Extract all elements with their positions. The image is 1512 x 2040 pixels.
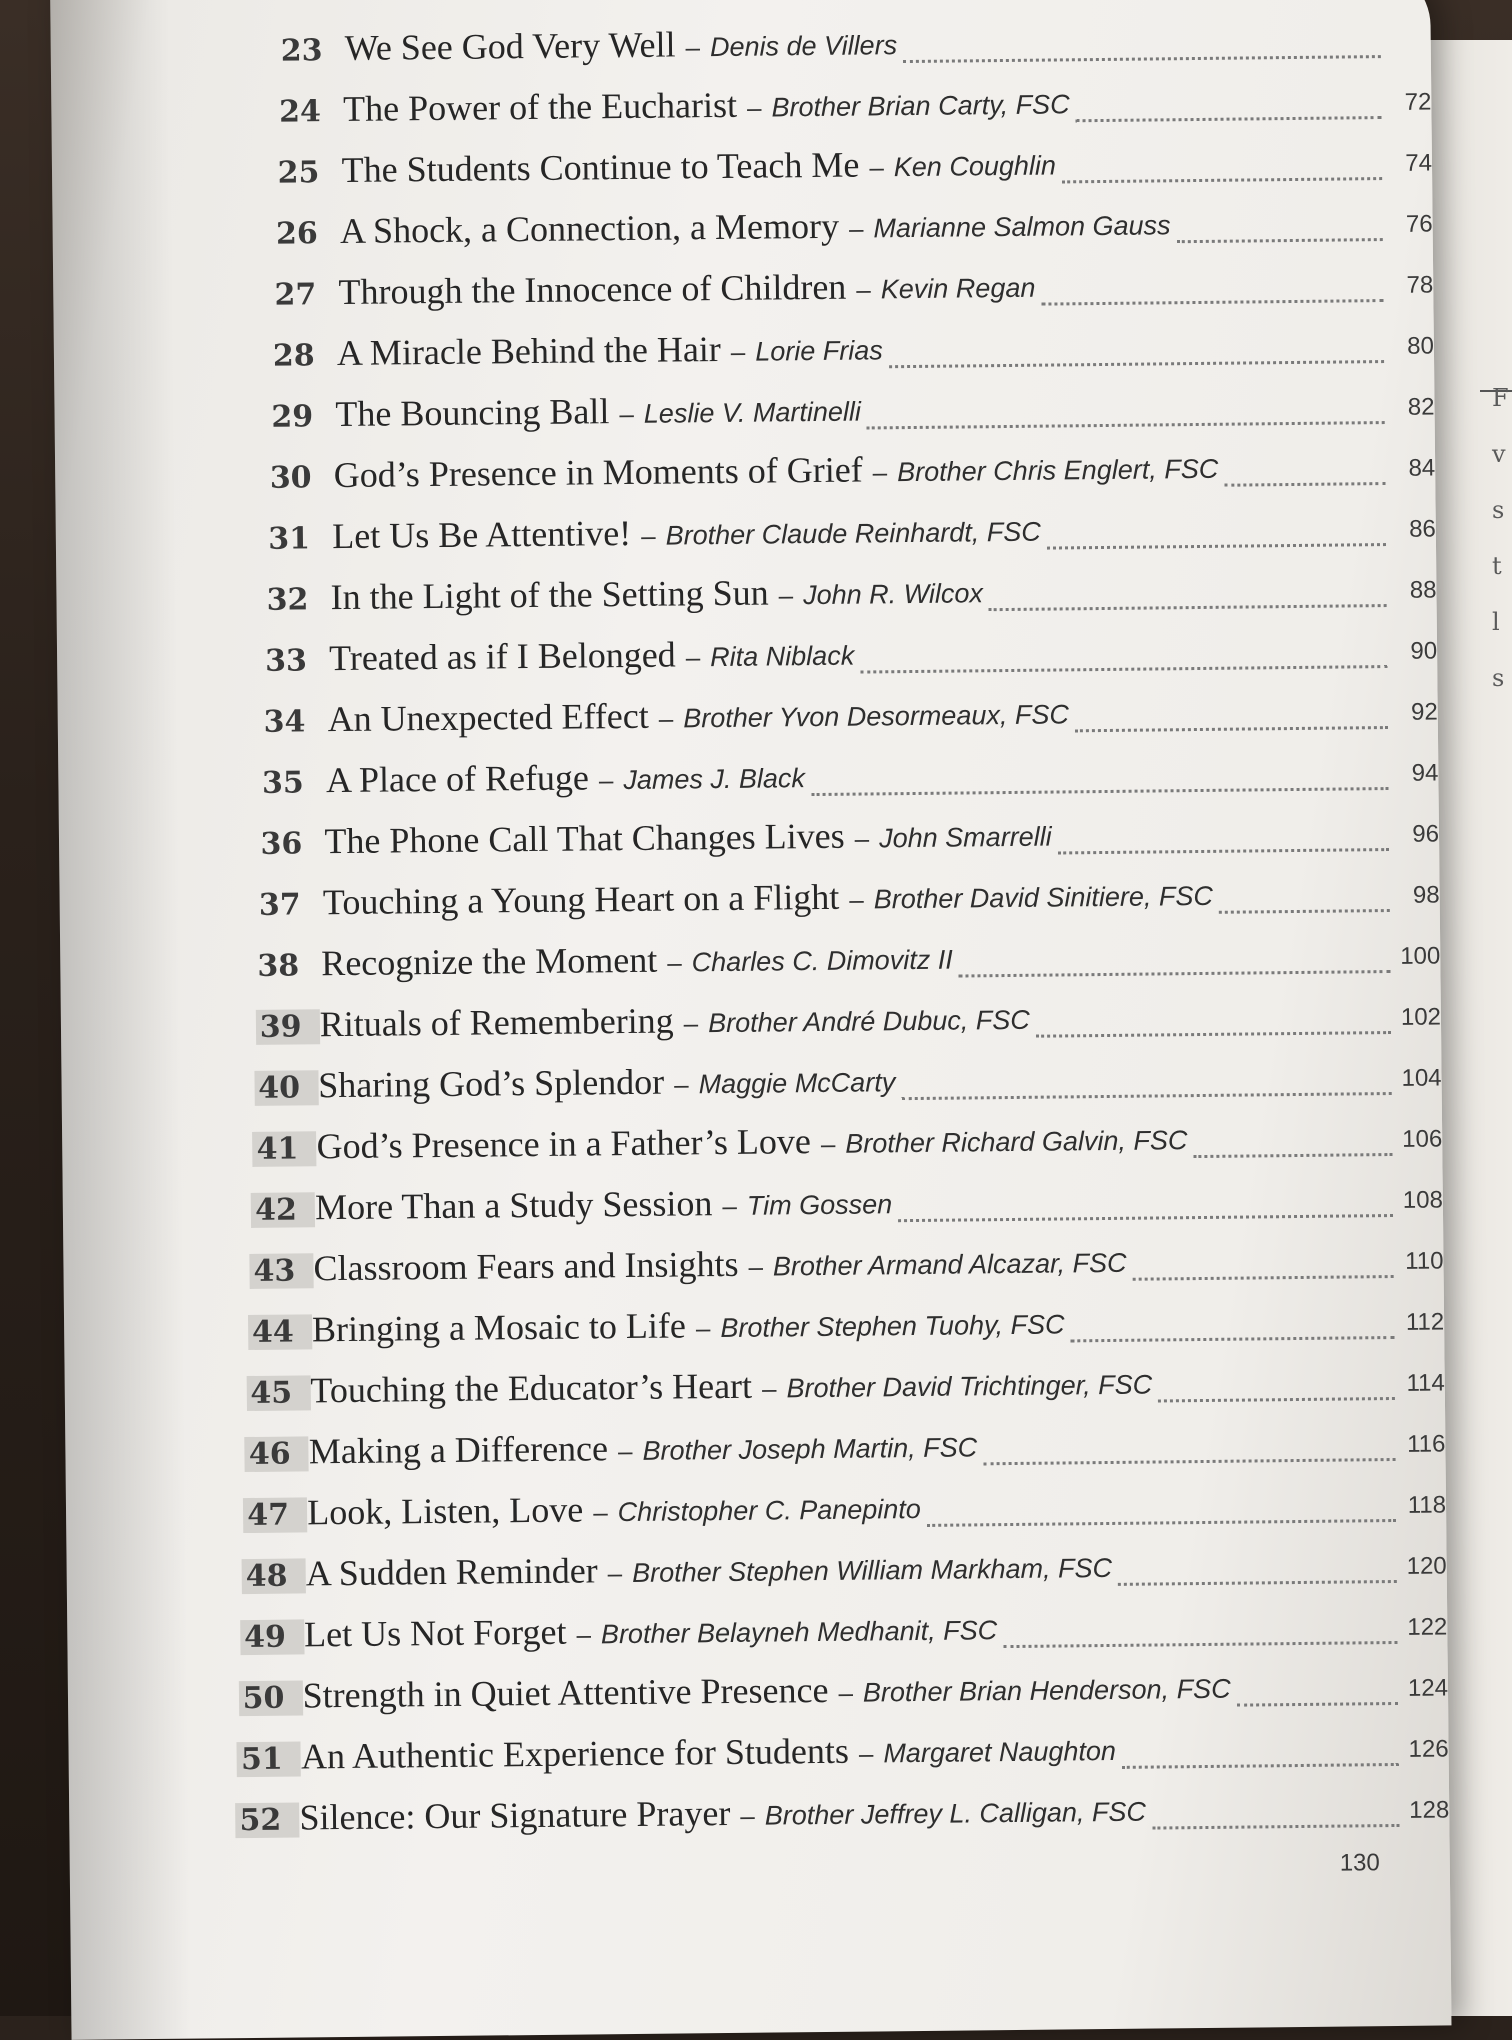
toc-entry-leader-dots [860, 665, 1387, 674]
toc-entry-dash: – [641, 521, 656, 552]
toc-entry-title: Making a Difference [309, 1427, 609, 1472]
toc-entry-number: 46 [245, 1436, 309, 1472]
toc-entry-title: A Miracle Behind the Hair [337, 328, 721, 374]
toc-entry-title: Sharing God’s Splendor [318, 1061, 664, 1107]
toc-entry-page: 74 [1388, 150, 1432, 178]
toc-entry-leader-dots [983, 1458, 1395, 1465]
toc-entry-author: Tim Gossen [747, 1189, 893, 1222]
toc-entry-page: 114 [1401, 1369, 1445, 1397]
toc-entry-page: 102 [1397, 1003, 1441, 1031]
facing-page-text-fragments [1492, 370, 1512, 706]
toc-entry-dash: – [740, 1801, 755, 1832]
toc-entry-page: 84 [1391, 455, 1435, 483]
toc-entry-title: Classroom Fears and Insights [313, 1243, 738, 1289]
toc-entry-author: James J. Black [623, 763, 805, 796]
toc-entry-author: Kevin Regan [881, 273, 1036, 306]
toc-entry-title: We See God Very Well [345, 23, 676, 68]
toc-entry-number: 24 [279, 94, 343, 130]
toc-entry-title: Silence: Our Signature Prayer [299, 1792, 730, 1839]
toc-entry-dash: – [747, 93, 762, 124]
toc-entry-title: In the Light of the Setting Sun [330, 572, 768, 619]
toc-entry-title: An Unexpected Effect [327, 695, 649, 740]
toc-entry-dash: – [762, 1373, 777, 1404]
toc-entry-page: 124 [1404, 1674, 1448, 1702]
toc-entry-page: 108 [1399, 1186, 1443, 1214]
toc-entry-number: 23 [281, 33, 345, 69]
toc-entry-number: 27 [274, 277, 338, 313]
toc-entry-dash: – [731, 337, 746, 368]
toc-entry-page: 80 [1390, 333, 1434, 361]
toc-entry-number: 34 [263, 704, 327, 740]
toc-entry-author: Brother Claude Reinhardt, FSC [666, 517, 1041, 552]
toc-entry-author: Brother Armand Alcazar, FSC [773, 1248, 1127, 1283]
toc-entry-dash: – [667, 947, 682, 978]
toc-entry-title: A Shock, a Connection, a Memory [340, 205, 839, 252]
toc-entry-dash: – [849, 885, 864, 916]
toc-entry-page: 126 [1404, 1735, 1448, 1763]
toc-entry-page: 82 [1390, 394, 1434, 422]
toc-entry-page: 122 [1403, 1613, 1447, 1641]
toc-entry-page: 88 [1392, 577, 1436, 605]
toc-entry-page: 128 [1405, 1796, 1449, 1824]
toc-entry-number: 37 [259, 887, 323, 923]
toc-entry-dash: – [608, 1558, 623, 1589]
toc-entry-title: The Bouncing Ball [335, 390, 609, 435]
toc-entry-author: Ken Coughlin [894, 150, 1056, 183]
toc-entry-leader-dots [1158, 1397, 1395, 1402]
toc-entry-number: 32 [267, 582, 331, 618]
facing-page-fragment: t [1492, 538, 1512, 594]
toc-entry-number: 39 [256, 1009, 320, 1045]
toc-entry-leader-dots [1224, 482, 1385, 487]
facing-page-fragment: l [1492, 594, 1512, 650]
toc-entry-number: 52 [235, 1802, 299, 1838]
toc-entry-title: The Phone Call That Changes Lives [324, 815, 845, 862]
toc-entry-leader-dots [927, 1519, 1396, 1527]
toc-entry-number: 47 [243, 1497, 307, 1533]
toc-entry-page: 78 [1389, 272, 1433, 300]
toc-entry-page: 112 [1400, 1308, 1444, 1336]
toc-entry-title: Through the Innocence of Children [338, 266, 846, 313]
toc-entry-leader-dots [1177, 238, 1383, 243]
toc-entry-author: Brother André Dubuc, FSC [708, 1005, 1030, 1039]
toc-entry-author: Brother David Trichtinger, FSC [786, 1370, 1152, 1405]
toc-entry-author: Marianne Salmon Gauss [873, 210, 1170, 244]
toc-entry-author: Brother Brian Carty, FSC [771, 89, 1069, 123]
toc-entry-title: Touching a Young Heart on a Flight [323, 876, 840, 923]
toc-entry-author: Brother Stephen William Markham, FSC [632, 1553, 1112, 1589]
toc-entry-dash: – [821, 1129, 836, 1160]
toc-entry-author: Brother David Sinitiere, FSC [874, 881, 1213, 916]
toc-entry-number: 25 [277, 155, 341, 191]
toc-entry-dash: – [778, 580, 793, 611]
toc-entry-dash: – [618, 1436, 633, 1467]
toc-entry-page: 98 [1396, 881, 1440, 909]
toc-entry-dash: – [619, 399, 634, 430]
toc-entry-title: God’s Presence in a Father’s Love [316, 1120, 811, 1167]
toc-entry-title: Bringing a Mosaic to Life [312, 1304, 686, 1350]
toc-entry-page: 106 [1398, 1125, 1442, 1153]
toc-entry-page: 130 [1336, 1849, 1380, 1877]
toc-entry-dash: – [748, 1252, 763, 1283]
toc-entry-author: John R. Wilcox [803, 578, 983, 611]
toc-entry-dash: – [859, 1738, 874, 1769]
toc-entry-page: 96 [1395, 821, 1439, 849]
toc-entry-number: 35 [262, 765, 326, 801]
toc-entry-title: Treated as if I Belonged [329, 633, 676, 679]
toc-entry-leader-dots [1194, 1153, 1393, 1158]
toc-entry-leader-dots [1237, 1702, 1398, 1707]
toc-entry-title: Look, Listen, Love [307, 1489, 583, 1534]
toc-entry-dash: – [873, 457, 888, 488]
toc-entry-author: Denis de Villers [710, 30, 897, 63]
toc-entry-page: 110 [1399, 1247, 1443, 1275]
toc-entry-number: 40 [254, 1070, 318, 1106]
toc-entry-number: 49 [240, 1619, 304, 1655]
toc-entry-author: Christopher C. Panepinto [618, 1494, 921, 1528]
toc-entry-dash: – [838, 1678, 853, 1709]
toc-entry-leader-dots [1122, 1763, 1399, 1769]
toc-entry-page: 92 [1394, 699, 1438, 727]
toc-entry-leader-dots [1062, 177, 1382, 183]
toc-entry-author: Brother Brian Henderson, FSC [863, 1674, 1231, 1709]
toc-entry-author: Brother Yvon Desormeaux, FSC [683, 699, 1069, 734]
toc-entry-leader-dots [889, 360, 1384, 368]
toc-entry-page: 94 [1394, 760, 1438, 788]
toc-entry-number: 26 [276, 216, 340, 252]
toc-entry-title: The Students Continue to Teach Me [341, 144, 859, 191]
toc-entry-leader-dots [1058, 848, 1389, 854]
toc-entry-dash: – [685, 32, 700, 63]
toc-entry-dash: – [722, 1191, 737, 1222]
toc-entry-page: 76 [1388, 211, 1432, 239]
toc-entry-number: 28 [273, 338, 337, 374]
toc-entry-title: A Sudden Reminder [305, 1549, 597, 1594]
toc-entry-number: 38 [257, 948, 321, 984]
toc-entry-leader-dots [1076, 116, 1382, 122]
toc-entry-leader-dots [903, 55, 1381, 63]
toc-entry-title: Touching the Educator’s Heart [310, 1365, 752, 1412]
toc-entry-author: Maggie McCarty [699, 1067, 896, 1100]
toc-entry-title: God’s Presence in Moments of Grief [334, 449, 863, 497]
toc-entry-author: Brother Belayneh Medhanit, FSC [601, 1615, 998, 1650]
toc-entry-dash: – [856, 274, 871, 305]
toc-entry [235, 1784, 1449, 1858]
toc-entry-author: Brother Joseph Martin, FSC [642, 1432, 977, 1467]
toc-entry-author: Brother Stephen Tuohy, FSC [720, 1309, 1064, 1344]
toc-entry-number: 51 [237, 1741, 301, 1777]
toc-entry-leader-dots [1219, 909, 1390, 914]
toc-entry-leader-dots [1152, 1824, 1399, 1830]
toc-entry-leader-dots [901, 1092, 1391, 1100]
toc-entry-author: Rita Niblack [710, 641, 854, 674]
toc-entry-leader-dots [1118, 1580, 1397, 1586]
toc-entry-number: 31 [268, 521, 332, 557]
facing-page-fragment: s [1492, 650, 1512, 706]
toc-entry-dash: – [593, 1497, 608, 1528]
toc-entry-dash: – [686, 642, 701, 673]
toc-entry-leader-dots [1036, 1031, 1391, 1038]
toc-entry-dash: – [659, 704, 674, 735]
toc-entry-title: Let Us Be Attentive! [332, 512, 631, 557]
toc-entry-leader-dots [959, 970, 1391, 978]
toc-entry-dash: – [576, 1619, 591, 1650]
toc-entry-dash: – [674, 1069, 689, 1100]
toc-entry-dash: – [869, 152, 884, 183]
toc-entry-author: John Smarrelli [879, 822, 1052, 855]
toc-entry-author: Brother Chris Englert, FSC [897, 454, 1218, 488]
toc-entry-number: 48 [242, 1558, 306, 1594]
toc-entry-author: Leslie V. Martinelli [644, 397, 861, 430]
toc-entry-page: 100 [1396, 942, 1440, 970]
toc-entry-author: Brother Jeffrey L. Calligan, FSC [765, 1797, 1146, 1832]
toc-entry-dash: – [684, 1008, 699, 1039]
toc-entry-number: 41 [252, 1131, 316, 1167]
trailing-page-row [1336, 1849, 1380, 1877]
table-of-contents [281, 16, 1450, 1858]
toc-entry-number: 50 [238, 1680, 302, 1716]
toc-entry-number: 36 [260, 826, 324, 862]
toc-entry-leader-dots [898, 1214, 1393, 1222]
toc-entry-title: The Power of the Eucharist [343, 84, 737, 130]
toc-entry-leader-dots [1075, 726, 1388, 732]
toc-entry-author: Brother Richard Galvin, FSC [845, 1125, 1187, 1160]
toc-entry-page: 120 [1403, 1552, 1447, 1580]
toc-entry-page: 116 [1401, 1430, 1445, 1458]
toc-entry-title: A Place of Refuge [326, 756, 589, 801]
toc-entry-number: 30 [270, 460, 334, 496]
toc-entry-leader-dots [989, 604, 1387, 611]
facing-page-fragment: F [1492, 370, 1512, 426]
book-page [50, 0, 1451, 2040]
toc-entry-leader-dots [1003, 1641, 1397, 1648]
toc-entry-dash: – [855, 823, 870, 854]
toc-entry-title: Rituals of Remembering [320, 1000, 674, 1046]
toc-entry-leader-dots [1042, 299, 1384, 306]
toc-entry-title: An Authentic Experience for Students [301, 1730, 849, 1778]
toc-entry-dash: – [696, 1313, 711, 1344]
toc-entry-dash: – [849, 213, 864, 244]
toc-entry-page: 86 [1392, 516, 1436, 544]
toc-entry-number: 29 [271, 399, 335, 435]
toc-entry-number: 42 [251, 1192, 315, 1228]
toc-entry-title: Recognize the Moment [321, 939, 657, 985]
toc-entry-leader-dots [1047, 543, 1386, 550]
toc-entry-page: 104 [1397, 1064, 1441, 1092]
toc-entry-page: 90 [1393, 638, 1437, 666]
toc-entry-page: 118 [1402, 1491, 1446, 1519]
toc-entry-dash: – [599, 765, 614, 796]
toc-entry-author: Lorie Frias [755, 335, 883, 367]
facing-page-fragment: s [1492, 482, 1512, 538]
toc-entry-title: Let Us Not Forget [304, 1611, 567, 1656]
facing-page-fragment: v [1492, 426, 1512, 482]
toc-entry-leader-dots [1071, 1336, 1395, 1342]
page-gutter-shadow [50, 0, 192, 2040]
toc-entry-author: Charles C. Dimovitz II [692, 945, 953, 979]
toc-entry-page: 72 [1387, 89, 1431, 117]
toc-entry-leader-dots [1133, 1275, 1394, 1281]
toc-entry-number: 45 [246, 1375, 310, 1411]
toc-entry-title: More Than a Study Session [315, 1182, 713, 1228]
toc-entry-leader-dots [867, 421, 1385, 429]
toc-entry-author: Margaret Naughton [883, 1736, 1116, 1769]
toc-entry-leader-dots [811, 787, 1388, 796]
toc-entry-title: Strength in Quiet Attentive Presence [302, 1669, 828, 1717]
toc-entry-number: 33 [265, 643, 329, 679]
toc-entry-number: 44 [248, 1314, 312, 1350]
toc-entry-number: 43 [249, 1253, 313, 1289]
